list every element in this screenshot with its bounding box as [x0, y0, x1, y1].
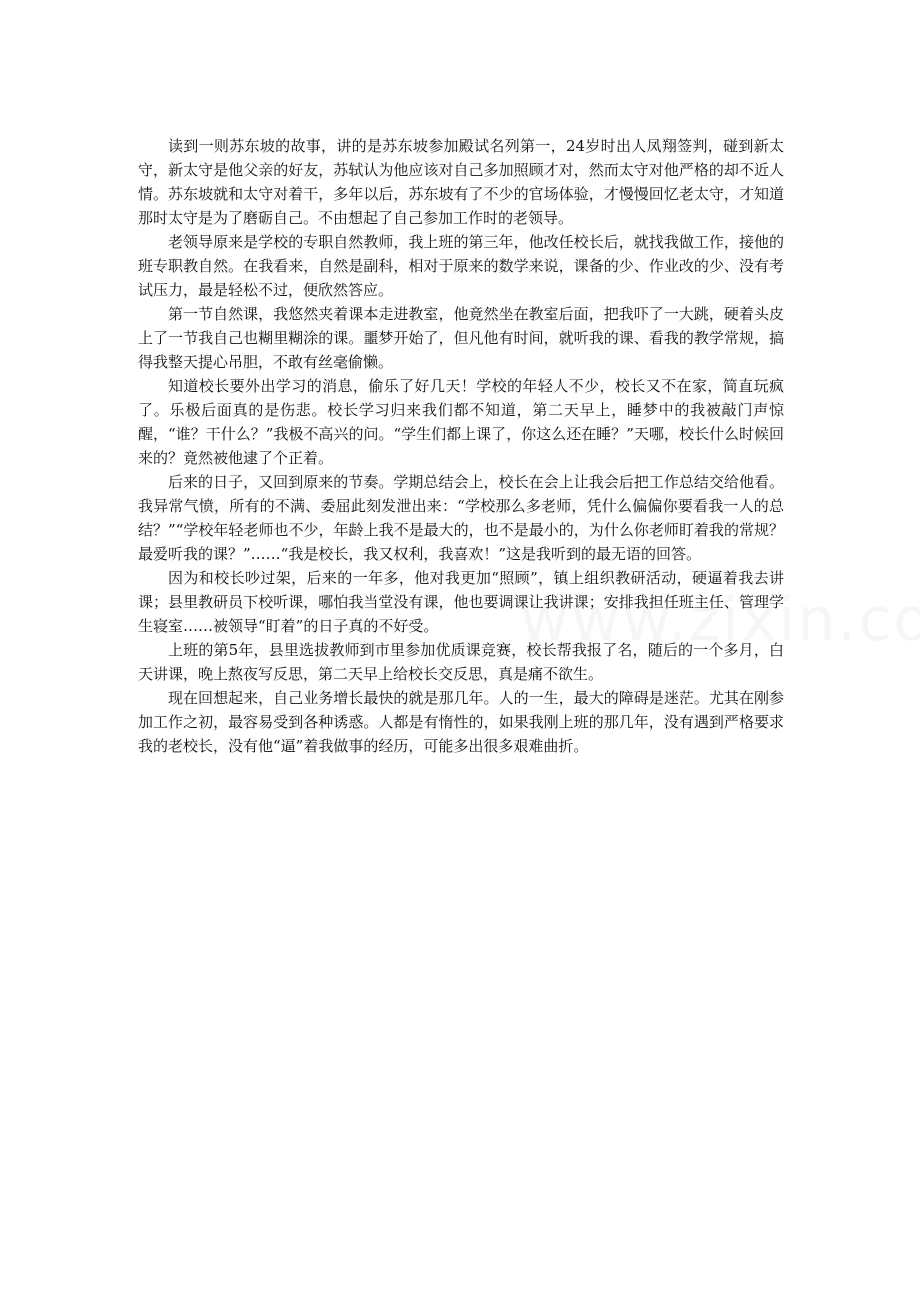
paragraph-4: 知道校长要外出学习的消息，偷乐了好几天！学校的年轻人不少，校长又不在家，简直玩疯了。乐极后面真的是伤悲。校长学习归来我们都不知道，第二天早上，睡梦中的我被敲门声惊醒，“谁？干什么？”我极不高兴的问。“学生们都上课了，你这么还在睡？”天哪，校长什么时候回来的？竟然被他逮了个正着。 — [138, 377, 784, 467]
paragraph-1: 读到一则苏东坡的故事，讲的是苏东坡参加殿试名列第一，24岁时出人凤翔签判，碰到新太守，新太守是他父亲的好友，苏轼认为他应该对自己多加照顾才对，然而太守对他严格的却不近人情。苏东坡就和太守对着干，多年以后，苏东坡有了不少的官场体验，才慢慢回忆老太守，才知道那时太守是为了磨砺自己。不由想起了自己参加工作时的老领导。 — [138, 137, 784, 227]
paragraph-8: 现在回想起来，自己业务增长最快的就是那几年。人的一生，最大的障碍是迷茫。尤其在刚参加工作之初，最容易受到各种诱惑。人都是有惰性的，如果我刚上班的那几年，没有遇到严格要求我的老校长，没有他“逼”着我做事的经历，可能多出很多艰难曲折。 — [138, 689, 784, 755]
article-body — [138, 134, 784, 758]
paragraph-3: 第一节自然课，我悠然夹着课本走进教室，他竟然坐在教室后面，把我吓了一大跳，硬着头皮上了一节我自己也糊里糊涂的课。噩梦开始了，但凡他有时间，就听我的课、看我的教学常规，搞得我整天提心吊胆，不敢有丝毫偷懒。 — [138, 305, 784, 371]
paragraph-5: 后来的日子，又回到原来的节奏。学期总结会上，校长在会上让我会后把工作总结交给他看。我异常气愤，所有的不满、委屈此刻发泄出来：“学校那么多老师，凭什么偏偏你要看我一人的总结？”“学校年轻老师也不少，年龄上我不是最大的，也不是最小的，为什么你老师盯着我的常规？最爱听我的课？”……“我是校长，我又权利，我喜欢！”这是我听到的最无语的回答。 — [138, 473, 784, 563]
paragraph-7: 上班的第5年，县里选拔教师到市里参加优质课竞赛，校长帮我报了名，随后的一个多月，白天讲课，晚上熬夜写反思，第二天早上给校长交反思，真是痛不欲生。 — [138, 641, 784, 683]
paragraph-6: 因为和校长吵过架，后来的一年多，他对我更加“照顾”，镇上组织教研活动，硬逼着我去讲课；县里教研员下校听课，哪怕我当堂没有课，他也要调课让我讲课；安排我担任班主任、管理学生寝室……被领导“盯着”的日子真的不好受。 — [138, 569, 784, 635]
paragraph-2: 老领导原来是学校的专职自然教师，我上班的第三年，他改任校长后，就找我做工作，接他的班专职教自然。在我看来，自然是副科，相对于原来的数学来说，课备的少、作业改的少、没有考试压力，最是轻松不过，便欣然答应。 — [138, 233, 784, 299]
